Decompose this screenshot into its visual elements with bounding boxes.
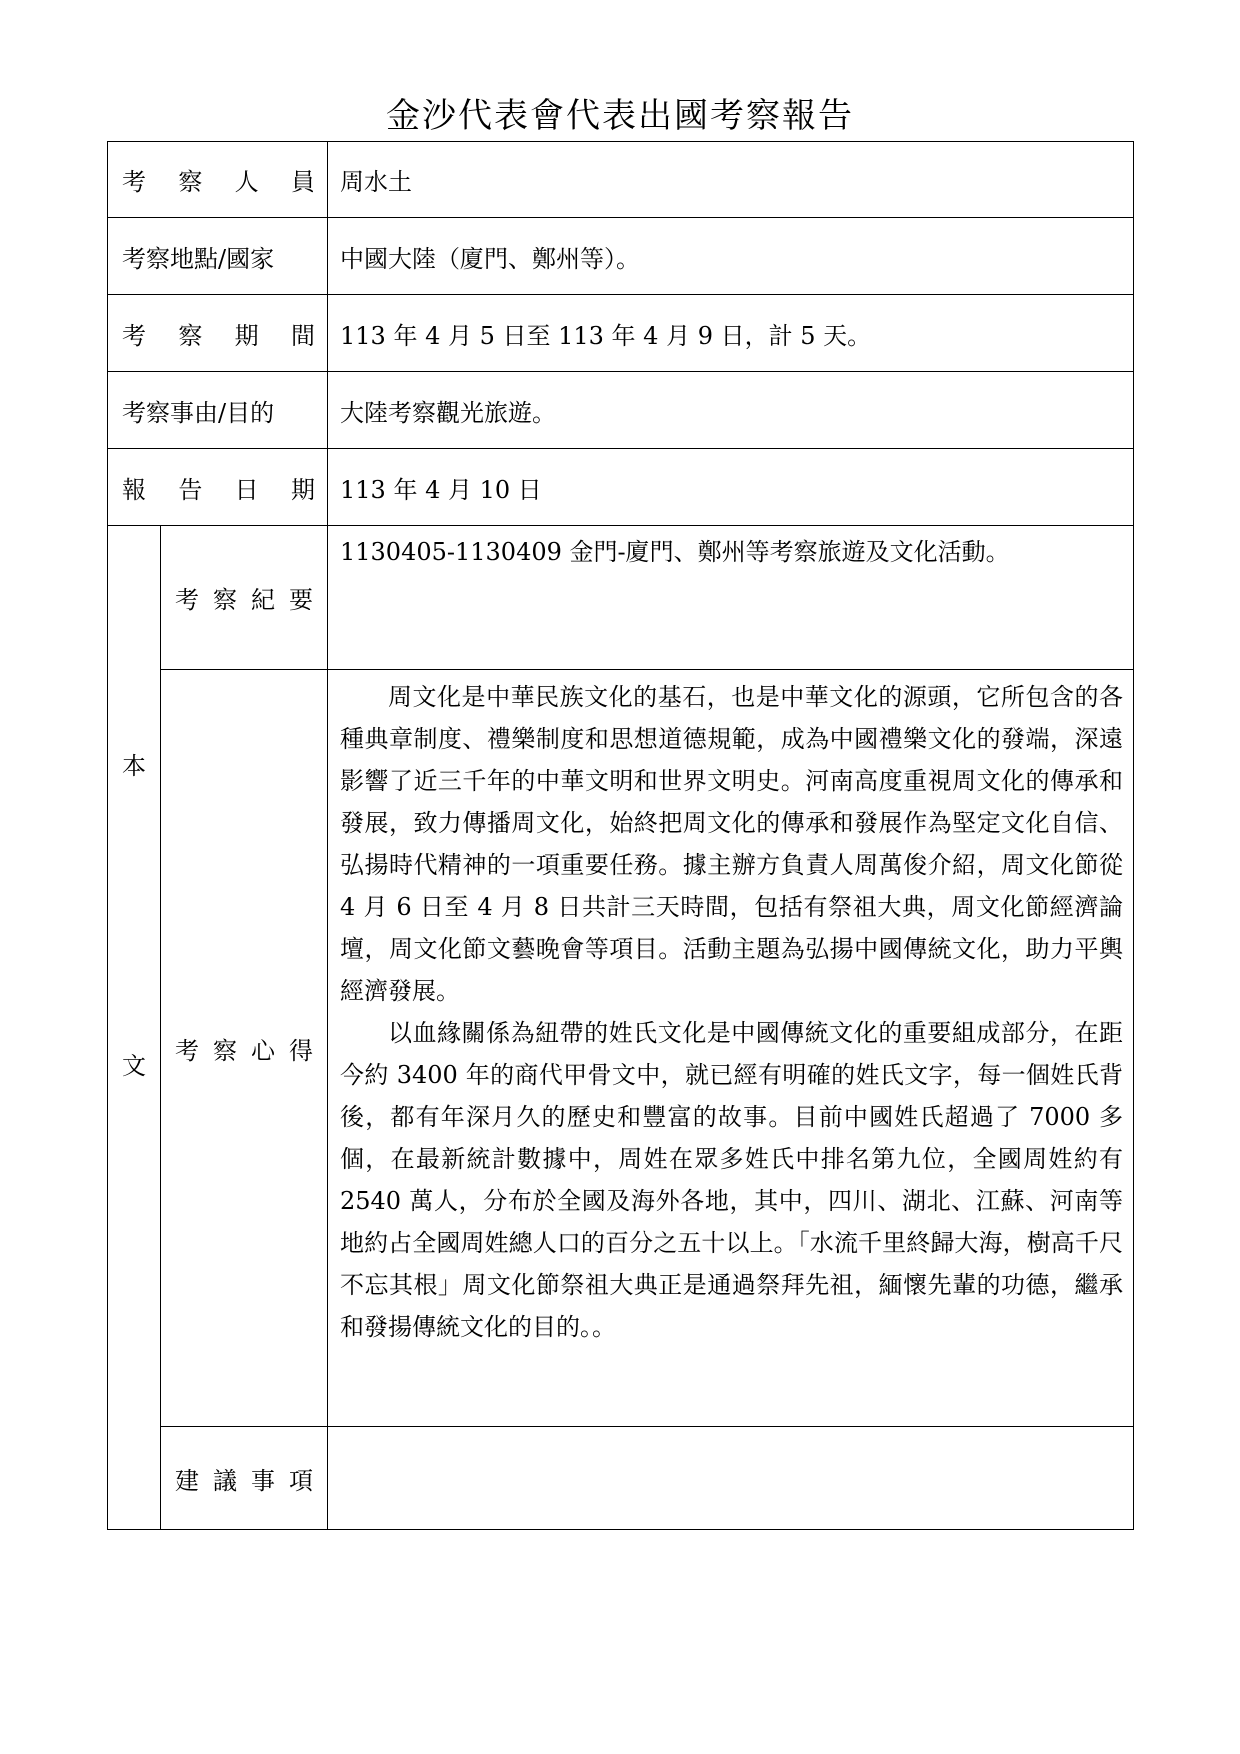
row-inspector (108, 142, 1134, 218)
value-suggestions (328, 1427, 1134, 1530)
value-summary: 1130405-1130409 金門-廈門、鄭州等考察旅遊及文化活動。 (328, 526, 1134, 670)
value-period: 113 年 4 月 5 日至 113 年 4 月 9 日，計 5 天。 (328, 295, 1134, 372)
label-purpose: 考察事由/目的 (108, 372, 328, 449)
value-inspector: 周水土 (328, 142, 1134, 218)
body-label (108, 526, 161, 1530)
body-label-char-2: 文 (122, 1052, 146, 1080)
label-suggestions: 建 議 事 項 (161, 1427, 328, 1530)
page-title: 金沙代表會代表出國考察報告 (386, 96, 854, 136)
body-label-char-1: 本 (122, 752, 146, 780)
insights-paragraph: 以血緣關係為紐帶的姓氏文化是中國傳統文化的重要組成部分，在距今約 3400 年的商代甲骨文中，就已經有明確的姓氏文字，每一個姓氏背後，都有年深月久的歷史和豐富的故事。目前中國姓氏超過了 7000 多個，在最新統計數據中，周姓在眾多姓氏中排名第九位，全國周姓約有 2540 萬人，分布於全國及海外各地，其中，四川、湖北、江蘇、河南等地約占全國周姓總人口的百分之五十以上。「水流千里終歸大海，樹高千尺不忘其根」周文化節祭祖大典正是通過祭拜先祖，緬懷先輩的功德，繼承和發揚傳統文化的目的。。 (340, 1019, 1123, 1341)
value-report-date: 113 年 4 月 10 日 (328, 449, 1134, 526)
value-location: 中國大陸（廈門、鄭州等）。 (328, 218, 1134, 295)
label-insights: 考 察 心 得 (161, 670, 328, 1427)
row-report-date (108, 449, 1134, 526)
label-report-date: 報 告 日 期 (108, 449, 328, 526)
label-inspector: 考 察 人 員 (108, 142, 328, 218)
row-period (108, 295, 1134, 372)
row-purpose (108, 372, 1134, 449)
row-suggestions (108, 1427, 1134, 1530)
insights-paragraph: 周文化是中華民族文化的基石，也是中華文化的源頭，它所包含的各種典章制度、禮樂制度和思想道德規範，成為中國禮樂文化的發端，深遠影響了近三千年的中華文明和世界文明史。河南高度重視周文化的傳承和發展，致力傳播周文化，始終把周文化的傳承和發展作為堅定文化自信、弘揚時代精神的一項重要任務。據主辦方負責人周萬俊介紹，周文化節從 4 月 6 日至 4 月 8 日共計三天時間，包括有祭祖大典，周文化節經濟論壇，周文化節文藝晚會等項目。活動主題為弘揚中國傳統文化，助力平輿經濟發展。 (340, 683, 1123, 1005)
label-location: 考察地點/國家 (108, 218, 328, 295)
label-summary: 考 察 紀 要 (161, 526, 328, 670)
value-insights (328, 670, 1134, 1427)
label-period: 考 察 期 間 (108, 295, 328, 372)
row-summary (108, 526, 1134, 670)
row-location (108, 218, 1134, 295)
row-insights (108, 670, 1134, 1427)
value-purpose: 大陸考察觀光旅遊。 (328, 372, 1134, 449)
report-table (107, 141, 1134, 1530)
